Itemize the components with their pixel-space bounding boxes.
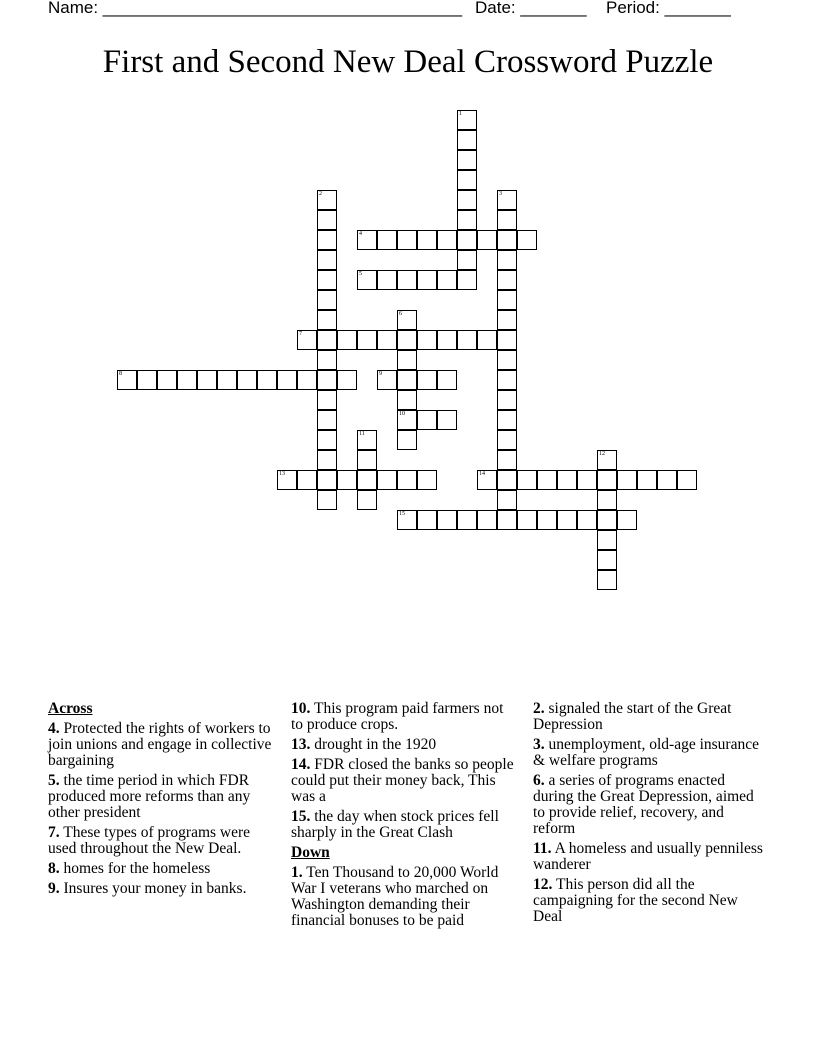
grid-cell[interactable] [317,350,337,370]
grid-cell[interactable] [437,510,457,530]
grid-cell[interactable] [497,250,517,270]
grid-cell[interactable] [497,470,517,490]
grid-cell[interactable] [357,430,377,450]
clue-across-4: 4. Protected the rights of workers to join unions and engage in collective bargaining [48,720,272,769]
grid-cell[interactable] [317,430,337,450]
clues-column-1 [48,701,280,901]
grid-cell[interactable] [577,470,597,490]
clue-number: 6 [399,311,402,317]
clue-number: 7 [299,331,302,337]
grid-cell[interactable] [597,530,617,550]
clue-number: 9 [379,371,382,377]
grid-cell[interactable] [177,370,197,390]
grid-cell[interactable] [357,270,377,290]
grid-cell[interactable] [377,230,397,250]
grid-cell[interactable] [497,230,517,250]
grid-cell[interactable] [217,370,237,390]
grid-cell[interactable] [597,510,617,530]
grid-cell[interactable] [597,450,617,470]
grid-cell[interactable] [197,370,217,390]
grid-cell[interactable] [317,450,337,470]
clues-column-3 [533,701,763,929]
grid-cell[interactable] [117,370,137,390]
clue-across-15: 15. the day when stock prices fell sharply in the Great Clash [291,808,499,841]
grid-cell[interactable] [377,330,397,350]
grid-cell[interactable] [337,470,357,490]
grid-cell[interactable] [517,510,537,530]
grid-cell[interactable] [157,370,177,390]
clue-across-5: 5. the time period in which FDR produced more reforms than any other president [48,772,251,821]
grid-cell[interactable] [357,490,377,510]
grid-cell[interactable] [397,230,417,250]
date-field-label: Date: _______ [475,0,587,17]
down-heading: Down [291,844,330,861]
grid-cell[interactable] [357,470,377,490]
grid-cell[interactable] [457,150,477,170]
clue-down-11: 11. A homeless and usually penniless wanderer [533,840,763,873]
grid-cell[interactable] [497,270,517,290]
clue-number: 15 [399,511,405,517]
clue-number: 8 [119,371,122,377]
grid-cell[interactable] [597,470,617,490]
grid-cell[interactable] [397,270,417,290]
grid-cell[interactable] [317,330,337,350]
grid-cell[interactable] [277,470,297,490]
clue-number: 4 [359,231,362,237]
grid-cell[interactable] [397,370,417,390]
grid-cell[interactable] [317,390,337,410]
grid-cell[interactable] [397,470,417,490]
grid-cell[interactable] [497,510,517,530]
grid-cell[interactable] [497,310,517,330]
grid-cell[interactable] [497,490,517,510]
grid-cell[interactable] [457,270,477,290]
grid-cell[interactable] [397,390,417,410]
grid-cell[interactable] [317,190,337,210]
grid-cell[interactable] [397,330,417,350]
grid-cell[interactable] [457,110,477,130]
clue-down-6: 6. a series of programs enacted during the Great Depression, aimed to provide relief, recovery, and reform [533,772,754,837]
grid-cell[interactable] [397,430,417,450]
grid-cell[interactable] [557,470,577,490]
clue-number: 3 [499,191,502,197]
grid-cell[interactable] [357,230,377,250]
grid-cell[interactable] [457,230,477,250]
clue-across-10: 10. This program paid farmers not to produce crops. [291,700,504,733]
grid-cell[interactable] [537,510,557,530]
grid-cell[interactable] [497,430,517,450]
clue-down-1: 1. Ten Thousand to 20,000 World War I veterans who marched on Washington demanding their financial bonuses to be paid [291,864,499,929]
grid-cell[interactable] [417,370,437,390]
grid-cell[interactable] [417,270,437,290]
grid-cell[interactable] [457,210,477,230]
clue-number: 1 [459,111,462,117]
grid-cell[interactable] [497,410,517,430]
grid-cell[interactable] [317,470,337,490]
grid-cell[interactable] [417,330,437,350]
grid-cell[interactable] [477,230,497,250]
grid-cell[interactable] [497,350,517,370]
grid-cell[interactable] [497,390,517,410]
clue-number: 13 [279,471,285,477]
grid-cell[interactable] [417,410,437,430]
grid-cell[interactable] [457,330,477,350]
grid-cell[interactable] [357,330,377,350]
clue-number: 12 [599,451,605,457]
grid-cell[interactable] [317,270,337,290]
clues-column-2 [291,701,519,933]
grid-cell[interactable] [457,190,477,210]
grid-cell[interactable] [477,470,497,490]
clue-number: 5 [359,271,362,277]
grid-cell[interactable] [417,230,437,250]
grid-cell[interactable] [497,450,517,470]
grid-cell[interactable] [357,450,377,470]
clue-across-14: 14. FDR closed the banks so people could put their money back, This was a [291,756,514,805]
grid-cell[interactable] [537,470,557,490]
across-heading: Across [48,700,93,717]
grid-cell[interactable] [637,470,657,490]
grid-cell[interactable] [417,510,437,530]
grid-cell[interactable] [297,470,317,490]
grid-cell[interactable] [437,410,457,430]
grid-cell[interactable] [437,270,457,290]
grid-cell[interactable] [557,510,577,530]
clue-across-9: 9. Insures your money in banks. [48,880,247,897]
grid-cell[interactable] [317,490,337,510]
grid-cell[interactable] [297,330,317,350]
grid-cell[interactable] [497,370,517,390]
grid-cell[interactable] [517,230,537,250]
clue-number: 11 [359,431,365,437]
grid-cell[interactable] [317,250,337,270]
grid-cell[interactable] [317,310,337,330]
grid-cell[interactable] [337,330,357,350]
grid-cell[interactable] [397,350,417,370]
period-field-label: Period: _______ [606,0,731,17]
name-field-label: Name: ______________________________________ [48,0,463,17]
grid-cell[interactable] [377,370,397,390]
clue-number: 10 [399,411,405,417]
grid-cell[interactable] [237,370,257,390]
grid-cell[interactable] [497,290,517,310]
grid-cell[interactable] [497,330,517,350]
grid-cell[interactable] [277,370,297,390]
grid-cell[interactable] [657,470,677,490]
clue-number: 2 [319,191,322,197]
clue-across-7: 7. These types of programs were used throughout the New Deal. [48,824,251,857]
grid-cell[interactable] [437,330,457,350]
grid-cell[interactable] [517,470,537,490]
grid-cell[interactable] [597,550,617,570]
grid-cell[interactable] [317,210,337,230]
grid-cell[interactable] [617,470,637,490]
grid-cell[interactable] [617,510,637,530]
grid-cell[interactable] [317,290,337,310]
clue-down-12: 12. This person did all the campaigning for the second New Deal [533,876,738,925]
grid-cell[interactable] [397,310,417,330]
grid-cell[interactable] [577,510,597,530]
grid-cell[interactable] [377,270,397,290]
grid-cell[interactable] [337,370,357,390]
grid-cell[interactable] [597,490,617,510]
clue-across-8: 8. homes for the homeless [48,860,211,877]
grid-cell[interactable] [597,570,617,590]
grid-cell[interactable] [137,370,157,390]
grid-cell[interactable] [457,510,477,530]
grid-cell[interactable] [317,230,337,250]
grid-cell[interactable] [677,470,697,490]
clue-number: 14 [479,471,485,477]
grid-cell[interactable] [457,170,477,190]
grid-cell[interactable] [377,470,397,490]
grid-cell[interactable] [397,410,417,430]
grid-cell[interactable] [437,230,457,250]
clue-down-2: 2. signaled the start of the Great Depression [533,700,732,733]
grid-cell[interactable] [297,370,317,390]
grid-cell[interactable] [257,370,277,390]
grid-cell[interactable] [397,510,417,530]
grid-cell[interactable] [477,330,497,350]
grid-cell[interactable] [497,210,517,230]
grid-cell[interactable] [497,190,517,210]
grid-cell[interactable] [477,510,497,530]
grid-cell[interactable] [437,370,457,390]
grid-cell[interactable] [417,470,437,490]
grid-cell[interactable] [457,130,477,150]
clue-down-3: 3. unemployment, old-age insurance & welfare programs [533,736,759,769]
grid-cell[interactable] [317,370,337,390]
clue-across-13: 13. drought in the 1920 [291,736,437,753]
grid-cell[interactable] [457,250,477,270]
puzzle-title: First and Second New Deal Crossword Puzzle [102,44,714,80]
grid-cell[interactable] [317,410,337,430]
